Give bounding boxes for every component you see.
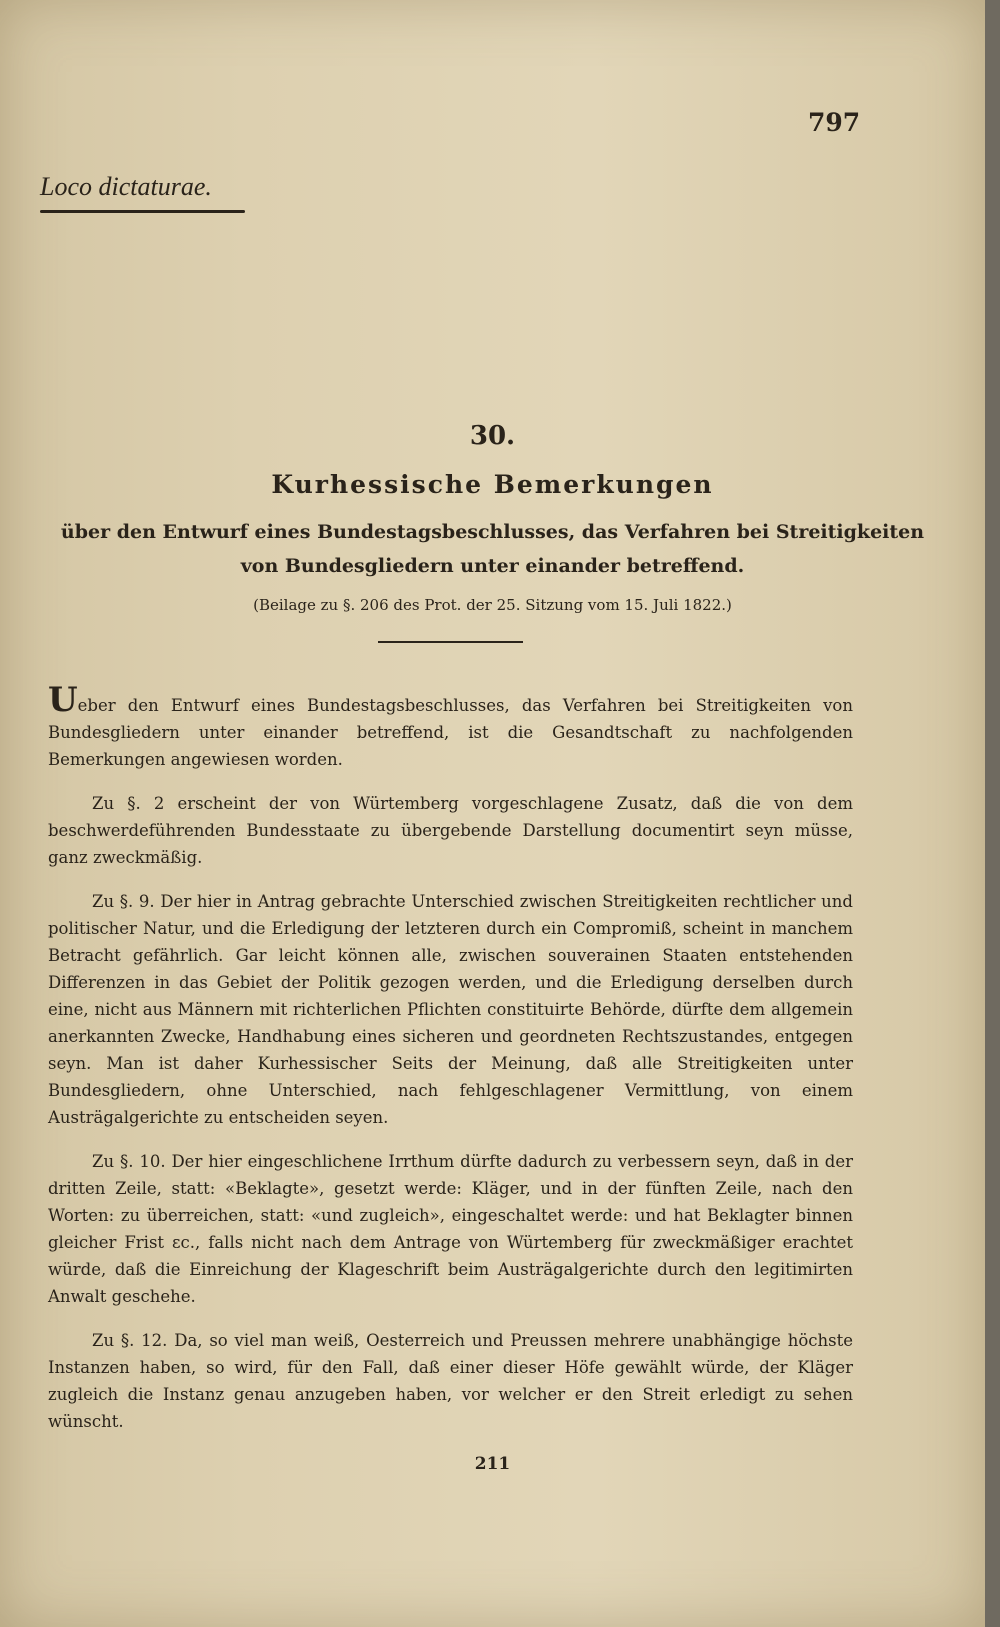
underline-rule — [40, 210, 245, 213]
paragraph-section-9: Zu §. 9. Der hier in Antrag gebrachte Unterschied zwischen Streitigkeiten rechtlicher und politischer Natur, und die Erledigung der letzteren durch ein Compromiß, scheint in manchem Betracht gefährlich. Gar leicht können alle, zwischen souverainen Staaten entstehenden Differenzen in das Gebiet der Politik gezogen werden, und die Erledigung derselben durch eine, nicht aus Männern mit richterlichen Pflichten constituirte Behörde, dürfte dem allgemein anerkannten Zwecke, Handhabung eines sicheren und geordneten Rechtszustandes, entgegen seyn. Man ist daher Kurhessischer Seits der Meinung, daß alle Streitigkeiten unter Bundesgliedern, ohne Unterschied, nach fehlgeschlagener Vermittlung, von einem Austrägalgerichte zu entscheiden seyen. — [48, 892, 853, 1127]
signature-mark: 211 — [474, 1454, 511, 1474]
paragraph-section-2: Zu §. 2 erscheint der von Würtemberg vorgeschlagene Zusatz, daß die von dem beschwerdeführenden Bundesstaate zu übergebende Darstellung documentirt seyn müsse, ganz zweckmäßig. — [48, 794, 853, 867]
supplement-note: (Beilage zu §. 206 des Prot. der 25. Sitzung vom 15. Juli 1822.) — [253, 596, 732, 614]
document-title: Kurhessische Bemerkungen — [271, 470, 714, 499]
body-text — [48, 680, 853, 1452]
page-number: 797 — [808, 108, 861, 137]
loco-dictaturae-note: Loco dictaturae. — [40, 172, 212, 201]
document-number: 30. — [469, 421, 516, 451]
paragraph-text: eber den Entwurf eines Bundestagsbeschlusses, das Verfahren bei Streitigkeiten von Bundesgliedern unter einander betreffend, ist die Gesandtschaft zu nachfolgenden Bemerkungen angewiesen worden. — [48, 696, 853, 769]
document-subtitle: über den Entwurf eines Bundestagsbeschlusses, das Verfahren bei Streitigkeiten von Bundesgliedern unter einander betreffend. — [60, 521, 925, 577]
paragraph-intro — [48, 680, 853, 773]
drop-cap: U — [48, 680, 78, 720]
paragraph-section-10: Zu §. 10. Der hier eingeschlichene Irrthum dürfte dadurch zu verbessern seyn, daß in der dritten Zeile, statt: «Beklagte», gesetzt werde: Kläger, und in der fünften Zeile, nach den Worten: zu überreichen, statt: «und zugleich», eingeschaltet werde: und hat Beklagter binnen gleicher Frist ɛc., falls nicht nach dem Antrage von Würtemberg für zweckmäßiger erachtet würde, daß die Einreichung der Klageschrift beim Austrägalgerichte durch den legitimirten Anwalt geschehe. — [48, 1152, 853, 1306]
paragraph-section-12: Zu §. 12. Da, so viel man weiß, Oesterreich und Preussen mehrere unabhängige höchste Instanzen haben, so wird, für den Fall, daß einer dieser Höfe gewählt würde, der Kläger zugleich die Instanz genau anzugeben haben, vor welcher er den Streit erledigt zu sehen wünscht. — [48, 1331, 853, 1431]
section-divider — [378, 641, 523, 643]
